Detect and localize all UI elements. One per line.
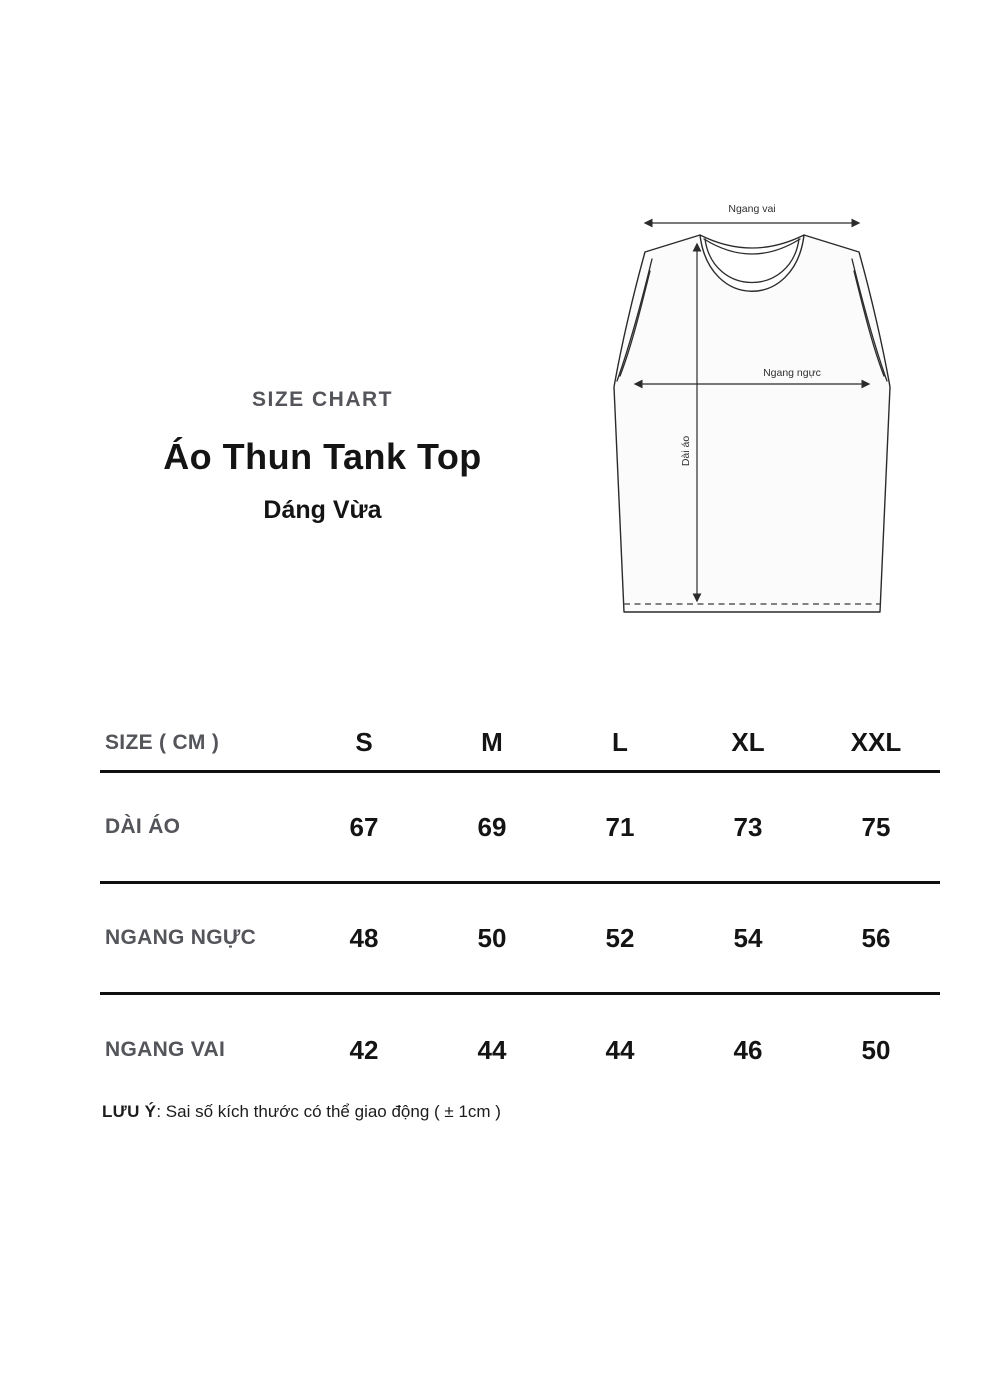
tank-top-diagram — [605, 195, 905, 625]
collar-inner-line — [705, 239, 799, 283]
column-header-xl: XL — [731, 727, 765, 757]
table-row-length — [100, 773, 940, 884]
title-block — [130, 388, 515, 525]
value-chest-s: 48 — [349, 922, 379, 953]
column-header-xxl: XXL — [850, 727, 902, 757]
length-label: Dài áo — [680, 435, 692, 467]
row-label-chest: NGANG NGỰC — [105, 926, 257, 949]
note-text: : Sai số kích thước có thể giao động ( ± 1cm ) — [156, 1102, 501, 1121]
value-shoulder-m: 44 — [477, 1034, 507, 1065]
fit-subtitle: Dáng Vừa — [263, 496, 382, 524]
table-row-shoulder — [100, 995, 940, 1105]
value-chest-xxl: 56 — [861, 922, 891, 953]
value-shoulder-l: 44 — [605, 1034, 635, 1065]
value-length-xxl: 75 — [861, 811, 891, 842]
value-chest-xl: 54 — [733, 922, 763, 953]
value-shoulder-xl: 46 — [733, 1034, 763, 1065]
value-chest-m: 50 — [477, 922, 507, 953]
size-chart-heading: SIZE CHART — [252, 388, 393, 411]
value-length-m: 69 — [477, 811, 507, 842]
column-header-m: M — [481, 727, 503, 757]
note-label: LƯU Ý — [102, 1102, 157, 1121]
column-header-l: L — [612, 727, 628, 757]
value-shoulder-xxl: 50 — [861, 1034, 891, 1065]
shoulder-width-label: Ngang vai — [728, 203, 776, 215]
row-label-length: DÀI ÁO — [105, 815, 181, 838]
value-shoulder-s: 42 — [349, 1034, 379, 1065]
table-header-label: SIZE ( CM ) — [105, 730, 220, 754]
chest-width-label: Ngang ngực — [763, 367, 821, 379]
value-length-s: 67 — [349, 811, 379, 842]
table-header-row — [100, 715, 940, 773]
value-length-l: 71 — [605, 811, 635, 842]
value-chest-l: 52 — [605, 922, 635, 953]
tolerance-note — [102, 1102, 501, 1122]
column-header-s: S — [355, 727, 373, 757]
table-row-chest — [100, 884, 940, 995]
back-neck-line-2 — [704, 239, 800, 254]
product-title: Áo Thun Tank Top — [163, 436, 482, 477]
value-length-xl: 73 — [733, 811, 763, 842]
tank-top-outline — [614, 235, 890, 612]
size-table — [100, 715, 940, 1105]
row-label-shoulder: NGANG VAI — [105, 1038, 226, 1061]
